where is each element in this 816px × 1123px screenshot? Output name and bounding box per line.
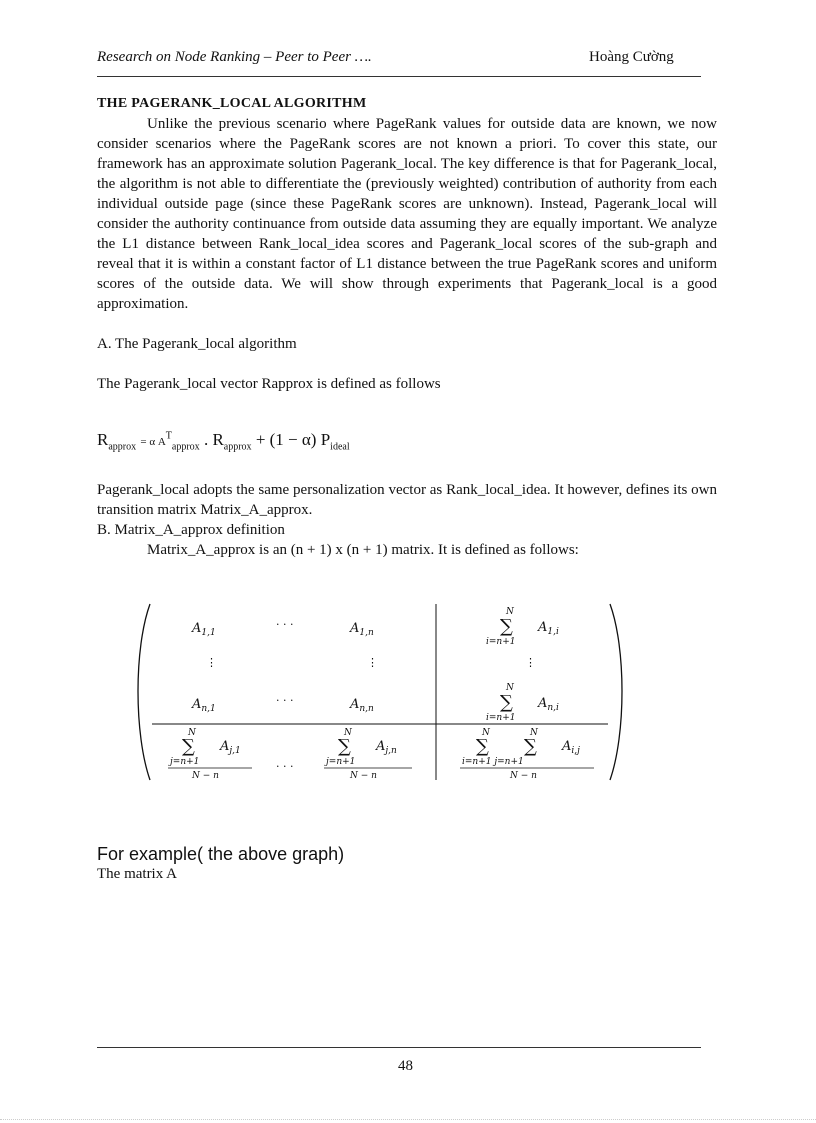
svg-text:i=n+1 j=n+1: i=n+1 j=n+1 bbox=[462, 757, 524, 767]
matrix-a-caption: The matrix A bbox=[97, 866, 177, 882]
svg-text:j=n+1: j=n+1 bbox=[170, 757, 200, 767]
svg-text:N: N bbox=[506, 607, 514, 617]
corner-double-sum bbox=[460, 728, 594, 781]
row-sum-coln bbox=[324, 728, 412, 781]
hdots-rown: · · · bbox=[276, 694, 294, 707]
svg-text:N: N bbox=[344, 728, 352, 738]
subsection-a-title: A. The Pagerank_local algorithm bbox=[97, 336, 297, 352]
cell-a1n: $A_{1,n}$ bbox=[350, 621, 374, 638]
col-sum-rown bbox=[486, 683, 559, 723]
definition-sentence: The Pagerank_local vector Rapprox is defined as follows bbox=[97, 376, 441, 392]
svg-text:j=n+1: j=n+1 bbox=[326, 757, 356, 767]
svg-text:Aj,n: $A_{j,n}$ bbox=[376, 739, 397, 756]
hdots-bottom: · · · bbox=[276, 760, 294, 773]
matrix-definition-block bbox=[97, 480, 717, 560]
svg-text:N: N bbox=[530, 728, 538, 738]
svg-text:i=n+1: i=n+1 bbox=[486, 713, 516, 723]
subsection-b-title: B. Matrix_A_approx definition bbox=[97, 522, 285, 538]
vdots-colsum: ⋮ bbox=[525, 656, 536, 669]
svg-text:∑: ∑ bbox=[524, 736, 537, 757]
footer-divider bbox=[97, 1047, 701, 1048]
vdots-col1: ⋮ bbox=[206, 656, 217, 669]
running-header-author: Hoàng Cường bbox=[589, 49, 674, 65]
matrix-size-sentence: Matrix_A_approx is an (n + 1) x (n + 1) matrix. It is defined as follows: bbox=[147, 542, 579, 558]
svg-text:N − n: N − n bbox=[510, 771, 537, 781]
svg-text:N − n: N − n bbox=[192, 771, 219, 781]
intro-paragraph: Unlike the previous scenario where PageRank values for outside data are known, we now consider scenarios where the PageRank scores are not known a priori. To cover this state, our framework has an approximate solution Pagerank_local. The key difference is that for Pagerank_local, the algorithm is not able to differentiate the (previously weighted) contribution of authority from each individual outside page (since these PageRank scores are unknown). Instead, Pagerank_local will consider the authority continuance from outside data assuming they are equally important. We analyze the L1 distance between Rank_local_idea scores and Pagerank_local scores of the sub-graph and reveal that it is within a constant factor of L1 distance between the true PageRank scores and uniform scores of the outside data. We will show through experiments that Pagerank_local is a good approximation. bbox=[97, 116, 717, 312]
vdots-coln: ⋮ bbox=[367, 656, 378, 669]
right-paren bbox=[610, 604, 622, 780]
main-body bbox=[97, 94, 717, 394]
svg-text:i=n+1: i=n+1 bbox=[486, 637, 516, 647]
left-paren bbox=[138, 604, 150, 780]
row-sum-col1 bbox=[168, 728, 252, 781]
cell-a11: $A_{1,1}$ bbox=[192, 621, 216, 638]
pagerank-local-formula: $R_{approx} = \alpha$ $A^T_{approx}$ . $R_{approx} + (1 - \alpha)$ $P_{ideal}$ bbox=[97, 430, 350, 453]
svg-text:∑: ∑ bbox=[338, 736, 351, 757]
cell-ann: $A_{n,n}$ bbox=[350, 697, 374, 714]
section-title: THE PAGERANK_LOCAL ALGORITHM bbox=[97, 96, 367, 111]
svg-text:N − n: N − n bbox=[350, 771, 377, 781]
running-header-title: Research on Node Ranking – Peer to Peer …. bbox=[97, 49, 372, 65]
svg-text:∑: ∑ bbox=[182, 736, 195, 757]
col-sum-row1 bbox=[486, 607, 559, 647]
svg-text:∑: ∑ bbox=[500, 692, 513, 713]
hdots-row1: · · · bbox=[276, 618, 294, 631]
svg-text:∑: ∑ bbox=[476, 736, 489, 757]
matrix-a-approx-figure bbox=[130, 598, 630, 788]
example-heading: For example( the above graph) bbox=[97, 844, 345, 864]
personalization-paragraph: Pagerank_local adopts the same personalization vector as Rank_local_idea. It however, defines its own transition matrix Matrix_A_approx. bbox=[97, 482, 717, 518]
svg-text:An,i: $A_{n,i}$ bbox=[538, 696, 559, 713]
svg-text:Ai,j: $A_{i,j}$ bbox=[562, 739, 580, 756]
page-bottom-edge bbox=[0, 1119, 816, 1120]
header-divider bbox=[97, 76, 701, 77]
svg-text:N: N bbox=[482, 728, 490, 738]
svg-text:A1,i: $A_{1,i}$ bbox=[538, 620, 559, 637]
svg-text:∑: ∑ bbox=[500, 616, 513, 637]
svg-text:N: N bbox=[506, 683, 514, 693]
page-number: 48 bbox=[398, 1058, 413, 1074]
svg-text:N: N bbox=[188, 728, 196, 738]
cell-an1: $A_{n,1}$ bbox=[192, 697, 216, 714]
svg-text:Aj,1: $A_{j,1}$ bbox=[220, 739, 241, 756]
